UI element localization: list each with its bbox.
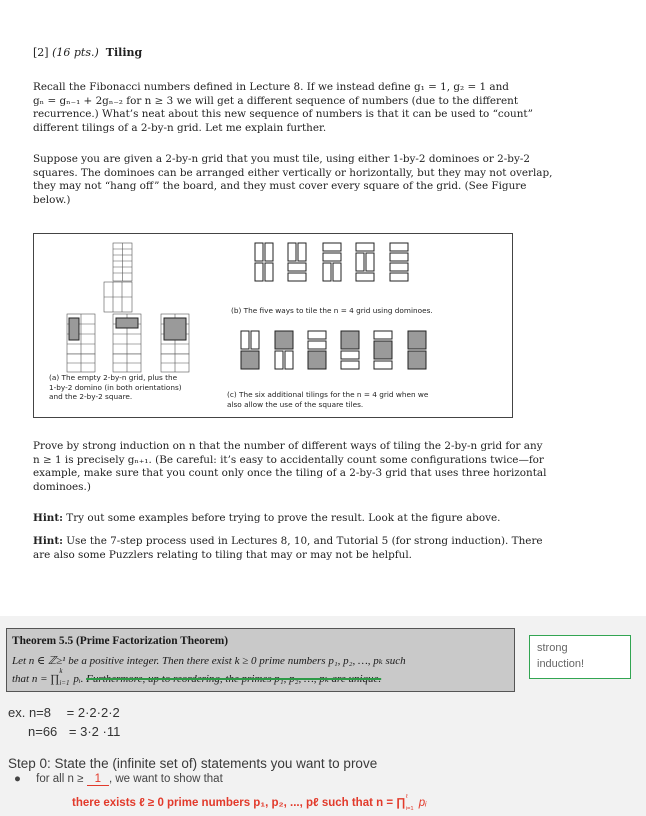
caption-line: (a) The empty 2-by-n grid, plus the	[49, 373, 178, 382]
text-line: example, make sure that you count only once the tiling of a 2-by-3 grid that uses three horizontal	[33, 467, 547, 480]
hint-label: Hint:	[33, 535, 63, 547]
example-value: = 3·2 ·11	[68, 724, 121, 739]
hint-text: Use the 7-step process used in Lectures 8, 10, and Tutorial 5 (for strong induction). There	[66, 535, 543, 547]
task-paragraph	[33, 440, 613, 494]
theorem-title: Theorem 5.5 (Prime Factorization Theorem)	[12, 635, 229, 647]
hint-2	[33, 535, 613, 562]
theorem-product: that n = ∏	[12, 673, 60, 685]
red-statement	[72, 794, 427, 812]
caption-line: (c) The six additional tilings for the n = 4 grid when we	[227, 390, 429, 399]
bullet-blank: 1	[87, 773, 109, 786]
note-line: induction!	[537, 658, 585, 670]
product-lower-limit: i=1	[59, 679, 70, 687]
text-line: below.)	[33, 193, 71, 206]
tiling-b4	[356, 243, 374, 281]
square-tile	[164, 318, 186, 340]
text-line: dominoes.)	[33, 480, 91, 493]
statement-text: there exists ℓ ≥ 0 prime numbers p₁, p₂, ..., pℓ such that n = ∏	[72, 797, 406, 809]
intro-paragraph	[33, 81, 613, 135]
empty-grid	[113, 243, 132, 281]
problem-points: (16 pts.)	[52, 46, 99, 59]
vertical-domino	[69, 318, 79, 340]
bullet-text: , we want to show that	[108, 773, 223, 785]
horizontal-domino	[116, 318, 138, 328]
example-2	[28, 724, 120, 739]
step-0: Step 0: State the (infinite set of) statements you want to prove	[8, 756, 378, 771]
theorem-uniqueness: Furthermore, up to reordering, the primes p₁, p₂, …, pₖ are unique.	[86, 673, 382, 685]
note-line: strong	[537, 642, 568, 654]
caption-c	[227, 390, 428, 409]
tiling-figure	[33, 233, 513, 418]
hint-text: are also some Puzzlers relating to tiling that may or may not be helpful.	[33, 548, 412, 561]
product-lower-limit: i=1	[405, 806, 414, 812]
caption-b: (b) The five ways to tile the n = 4 grid using dominoes.	[231, 306, 433, 315]
text-line: squares. The dominoes can be arranged either vertically or horizontally, but they may not overlap,	[33, 166, 553, 179]
tiling-c1	[241, 331, 259, 369]
tiling-b3	[323, 243, 341, 281]
caption-line: 1-by-2 domino (in both orientations)	[49, 382, 182, 392]
product-upper-limit: ℓ	[405, 794, 408, 800]
example-1	[8, 705, 120, 720]
example-label: ex. n=8	[8, 705, 52, 720]
caption-line: also allow the use of the square tiles.	[227, 399, 364, 409]
hint-label: Hint:	[33, 512, 63, 524]
tiling-b1	[255, 243, 273, 281]
text-line: recurrence.) What’s neat about this new sequence of numbers is that it can be used to “count”	[33, 108, 533, 121]
theorem-line-1: Let n ∈ ℤ≥¹ be a positive integer. Then there exist k ≥ 0 prime numbers p₁, p₂, …, pₖ such	[12, 655, 406, 667]
strong-induction-note	[529, 635, 631, 679]
example-value: = 2·2·2·2	[66, 705, 120, 720]
text-line: different tilings of a 2-by-n grid. Let me explain further.	[33, 121, 327, 134]
text-line: Recall the Fibonacci numbers defined in Lecture 8. If we instead define g₁ = 1, g₂ = 1 and	[33, 81, 509, 93]
hint-text: Try out some examples before trying to prove the result. Look at the figure above.	[66, 512, 501, 524]
setup-paragraph	[33, 153, 613, 207]
problem-title: Tiling	[105, 46, 143, 59]
tiling-c2	[275, 331, 293, 369]
empty-grid	[104, 282, 132, 312]
text-line: n ≥ 1 is precisely gₙ₊₁. (Be careful: it’s easy to accidentally count some configurations twice—for	[33, 453, 544, 466]
bullet-dot: ●	[14, 773, 21, 785]
product-upper-limit: k	[59, 667, 63, 675]
tiling-c3	[308, 331, 326, 369]
caption-line: and the 2-by-2 square.	[49, 392, 133, 401]
problem-number: [2]	[33, 46, 49, 59]
theorem-line-2	[12, 667, 382, 687]
tiling-c6	[408, 331, 426, 369]
tiling-b5	[390, 243, 408, 281]
text-line: gₙ = gₙ₋₁ + 2gₙ₋₂ for n ≥ 3 we will get a different sequence of numbers (due to the different	[33, 94, 519, 107]
text-line: Suppose you are given a 2-by-n grid that you must tile, using either 1-by-2 dominoes or 2-by-2	[33, 153, 530, 165]
tiling-b2	[288, 243, 306, 281]
bullet-text: for all n ≥	[36, 773, 87, 785]
text-line: they may not “hang off” the board, and they must cover every square of the grid. (See Figure	[33, 180, 527, 193]
bullet-item	[14, 773, 223, 786]
statement-factor: pᵢ	[418, 797, 427, 809]
hint-1	[33, 512, 613, 526]
theorem-factor: pᵢ.	[73, 673, 87, 685]
problem-heading	[33, 46, 142, 60]
tiling-c4	[341, 331, 359, 369]
example-label: n=66	[28, 724, 58, 739]
caption-a	[49, 373, 182, 402]
theorem-box	[6, 628, 515, 692]
text-line: Prove by strong induction on n that the number of different ways of tiling the 2-by-n grid for any	[33, 440, 543, 452]
tiling-c5	[374, 331, 392, 369]
